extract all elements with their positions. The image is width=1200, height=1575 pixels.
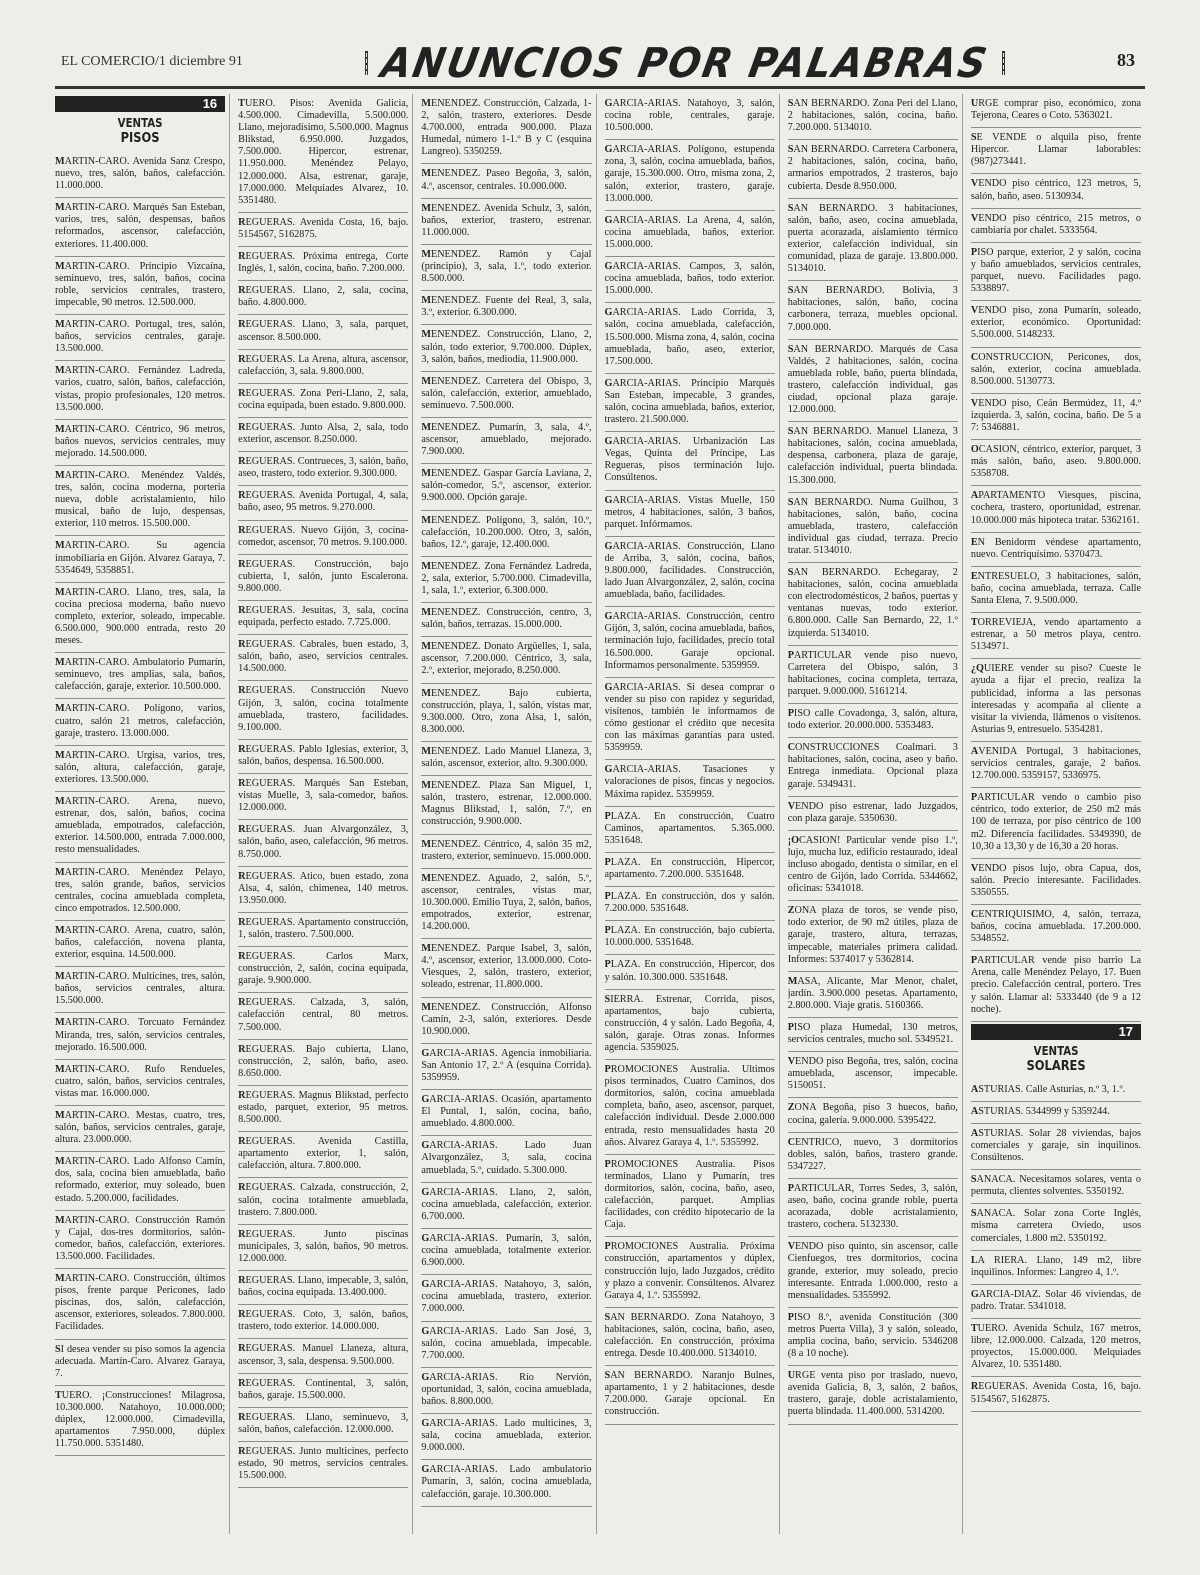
classified-ad: PISO calle Covadonga, 3, salón, altura, todo exterior. 20.000.000. 5353483.	[788, 704, 958, 738]
classified-ad: MARTIN-CARO. Llano, tres, sala, la cocina preciosa moderna, baño nuevo completo, exterior, soleado, impecable. 6.500.000, 900.000 entrada, resto 20 meses.	[55, 583, 225, 653]
classified-ad: REGUERAS. Nuevo Gijón, 3, cocina-comedor, ascensor, 70 metros. 9.100.000.	[238, 521, 408, 555]
ad-list	[788, 94, 958, 1425]
classified-ad: SAN BERNARDO. Marqués de Casa Valdés, 2 habitaciones, salón, cocina amueblada roble, baño, puerta blindada, trastero, calefacción individual, gas ciudad, opcional plaza garaje. 12.000.000.	[788, 340, 958, 423]
column-5	[788, 94, 963, 1534]
classified-ad: MARTIN-CARO. Su agencia inmobiliaria en Gijón. Alvarez Garaya, 7. 5354649, 5358851.	[55, 536, 225, 582]
classified-ad: MARTIN-CARO. Principio Vizcaína, seminuevo, tres, salón, baños, cocina roble, servicios centrales, trastero, impecable, 90 metros. 12.500.000.	[55, 257, 225, 315]
classified-ad: REGUERAS. Apartamento construcción, 1, salón, trastero. 7.500.000.	[238, 913, 408, 947]
classified-ad: PARTICULAR vende piso barrio La Arena, calle Menéndez Pelayo, 17. Buen precio. Calefacción central, portero. Tres y salón. Llamar al: 5333440 (de 9 a 12 noche).	[971, 951, 1141, 1021]
classified-ad: MARTIN-CARO. Avenida Sanz Crespo, nuevo, tres, salón, baños, calefacción. 11.000.000.	[55, 152, 225, 198]
classified-ad: MASA, Alicante, Mar Menor, chalet, jardín. 3.900.000 pesetas. Apartamento, 2.800.000. Viaje gratis. 5160366.	[788, 972, 958, 1018]
classified-ad: MARTIN-CARO. Rufo Rendueles, cuatro, salón, baños, servicios centrales, vistas mar. 16.000.000.	[55, 1060, 225, 1106]
classified-ad: VENDO piso estrenar, lado Juzgados, con plaza garaje. 5350630.	[788, 797, 958, 831]
classified-ad: GARCIA-ARIAS. Agencia inmobiliaria. San Antonio 17, 2.º A (esquina Corrida). 5359959.	[421, 1044, 591, 1090]
classified-ad: MARTIN-CARO. Menéndez Pelayo, tres, salón grande, baños, servicios centrales, cocina amueblada completa, cinco empotrados. 12.500.000.	[55, 863, 225, 921]
classified-ad: GARCIA-ARIAS. Lado Corrida, 3, salón, cocina amueblada, calefacción, 15.500.000. Misma zona, 4, salón, cocina amueblada, baño, aseo, exterior, 17.500.000.	[605, 303, 775, 373]
classified-ad: REGUERAS. Llano, seminuevo, 3, salón, baños, calefacción. 12.000.000.	[238, 1408, 408, 1442]
classified-ad: LA RIERA. Llano, 149 m2, libre inquilinos. Informes: Langreo 4, 1.º.	[971, 1251, 1141, 1285]
classified-ad: SIERRA. Estrenar, Corrida, pisos, apartamentos, bajo cubierta, construcción, 4 y salón. Lado Begoña, 4, salón, garaje. Otras zonas. Informes agencia. 5359025.	[605, 990, 775, 1060]
classified-ad: PISO 8.º, avenida Constitución (300 metros Puerta Villa), 3 y salón, soleado, amplia cocina, baño, servicio. 5346208 (8 a 10 noche).	[788, 1308, 958, 1366]
classified-ad: MENENDEZ. Aguado, 2, salón, 5.º, ascensor, centrales, vistas mar, 10.300.000. Emilio Tuya, 2, salón, baños, empotrados, exterior, estrenar, 14.200.000.	[421, 869, 591, 939]
classified-ad: VENDO piso, Ceán Bermúdez, 11, 4.º izquierda. 3, salón, cocina, baño. De 5 a 7: 5346881.	[971, 394, 1141, 440]
classified-ad: SE VENDE o alquila piso, frente Hipercor. Llamar laborables: (987)273441.	[971, 128, 1141, 174]
classified-ad: PISO parque, exterior, 2 y salón, cocina y baño amueblados, servicios centrales, parquet, nuevo. Facilidades pago. 5338897.	[971, 243, 1141, 301]
classified-ad: MARTIN-CARO. Portugal, tres, salón, baños, servicios centrales, garaje. 13.500.000.	[55, 315, 225, 361]
classified-ad: ASTURIAS. 5344999 y 5359244.	[971, 1102, 1141, 1124]
classified-ad: VENDO piso céntrico, 123 metros, 5, salón, baño, aseo. 5130934.	[971, 174, 1141, 208]
classified-ad: MENENDEZ. Construcción, Calzada, 1-2, salón, trastero, exteriores. Desde 4.700.000, entrada 900.000. Plaza Humedal, número 1-1.º B y C (esquina Langreo). 5350259.	[421, 94, 591, 164]
classified-ad: MARTIN-CARO. Arena, cuatro, salón, baños, calefacción, novena planta, exterior, esquina. 14.500.000.	[55, 921, 225, 967]
classified-ad: MENENDEZ. Polígono, 3, salón, 10.º, calefacción, 10.200.000. Otro, 3, salón, baños, 12.º, garaje, 12.400.000.	[421, 511, 591, 557]
classified-ad: REGUERAS. Junto piscinas municipales, 3, salón, baños, 90 metros. 12.000.000.	[238, 1225, 408, 1271]
classified-ad: MENENDEZ. Donato Argüelles, 1, sala, ascensor, 7.200.000. Céntrico, 3, sala, 2.º, exterior, mejorado, 8.250.000.	[421, 637, 591, 683]
classified-ad: MENENDEZ. Fuente del Real, 3, sala, 3.º, exterior. 6.300.000.	[421, 291, 591, 325]
ad-list	[605, 94, 775, 1425]
classified-ad: REGUERAS. Avenida Costa, 16, bajo. 5154567, 5162875.	[238, 213, 408, 247]
classified-ad: MENENDEZ. Construcción, Alfonso Camín, 2-3, salón, exteriores. Desde 10.900.000.	[421, 998, 591, 1044]
classified-ad: VENDO pisos lujo, obra Capua, dos, salón. Precio interesante. Facilidades. 5350555.	[971, 859, 1141, 905]
classified-ad: GARCIA-ARIAS. Natahoyo, 3, salón, cocina amueblada, trastero, exterior. 7.000.000.	[421, 1275, 591, 1321]
classified-ad: PROMOCIONES Australia. Ultimos pisos terminados, Cuatro Caminos, dos dormitorios, salón, cocina amueblada completa, baño, aseo, ascensor, parquet, calefacción individual. Desde 2.000.000 entrada, resto mensualidades hasta 20 años. Alvarez Garaya 4, 1.º. 5355992.	[605, 1060, 775, 1155]
classified-ad: SAN BERNARDO. Manuel Llaneza, 3 habitaciones, salón, cocina amueblada, despensa, carbonera, plaza de garaje, calefacción individual, puerta blindada. 15.300.000.	[788, 422, 958, 492]
classified-ad: REGUERAS. Junto multicines, perfecto estado, 90 metros, servicios centrales. 15.500.000.	[238, 1442, 408, 1488]
classified-ad: PARTICULAR, Torres Sedes, 3, salón, aseo, baño, cocina grande roble, puerta acorazada, doble acristalamiento, trastero, cochera. 5132330.	[788, 1179, 958, 1237]
classified-ad: VENDO piso quinto, sin ascensor, calle Cienfuegos, tres dormitorios, cocina grande, exterior, muy soleado, precio interesante. Entrada 1.000.000, resto a mensualidades. 5355992.	[788, 1237, 958, 1307]
classified-ad: GARCIA-ARIAS. Lado Juan Alvargonzález, 3, sala, cocina amueblada, 5.º, cuidado. 5.300.000.	[421, 1136, 591, 1182]
classified-ad: AVENIDA Portugal, 3 habitaciones, servicios centrales, garaje, 2 baños. 12.700.000. 5359157, 5336975.	[971, 742, 1141, 788]
section-subtitle: SOLARES	[1026, 1057, 1086, 1074]
classified-ad: MARTIN-CARO. Construcción, últimos pisos, frente parque Pericones, lado piscinas, dos, salón, calefacción, ascensor, exteriores, soleados. 7.800.000. Facilidades.	[55, 1269, 225, 1339]
classified-ad: PLAZA. En construcción, Hipercor, dos y salón. 10.300.000. 5351648.	[605, 955, 775, 989]
page-number: 83	[1117, 50, 1135, 70]
classified-ad: URGE venta piso por traslado, nuevo, avenida Galicia, 8, 3, salón, 2 baños, trastero, garaje, doble acristalamiento, puerta blindada. 11.400.000. 5314200.	[788, 1366, 958, 1424]
classified-ad: PISO plaza Humedal, 130 metros, servicios centrales, mucho sol. 5349521.	[788, 1018, 958, 1052]
classified-ad: REGUERAS. Bajo cubierta, Llano, construcción, 2, salón, baño, aseo. 8.650.000.	[238, 1040, 408, 1086]
classified-ad: ASTURIAS. Calle Asturias, n.º 3, 1.º.	[971, 1080, 1141, 1102]
classified-ad: GARCIA-ARIAS. Natahoyo, 3, salón, cocina roble, centrales, garaje. 10.500.000.	[605, 94, 775, 140]
classified-ad: REGUERAS. Llano, impecable, 3, salón, baños, cocina equipada. 13.400.000.	[238, 1271, 408, 1305]
classified-ad: ENTRESUELO, 3 habitaciones, salón, baño, cocina amueblada, terraza. Calle Santa Elena, 7. 9.500.000.	[971, 567, 1141, 613]
classified-ad: MARTIN-CARO. Fernández Ladreda, varios, cuatro, salón, baños, calefacción, vistas, propio profesionales, 120 metros. 13.500.000.	[55, 361, 225, 419]
classified-ad: REGUERAS. Próxima entrega, Corte Inglés, 1, salón, cocina, baño. 7.200.000.	[238, 247, 408, 281]
classified-ad: MENENDEZ. Paseo Begoña, 3, salón, 4.º, ascensor, centrales. 10.000.000.	[421, 164, 591, 198]
classified-ad: GARCIA-ARIAS. Tasaciones y valoraciones de pisos, fincas y negocios. Máxima rapidez. 5359959.	[605, 760, 775, 806]
classified-ad: MARTIN-CARO. Céntrico, 96 metros, baños nuevos, servicios centrales, muy mejorado. 14.500.000.	[55, 420, 225, 466]
classified-ad: ¡OCASION! Particular vende piso 1.º, lujo, mucha luz, edificio restaurado, ideal incluso abogado, dentista o similar, en el centro de Gijón, lado Corrida. 5344662, oficinas: 5341018.	[788, 831, 958, 901]
classified-ad: REGUERAS. Marqués San Esteban, vistas Muelle, 3, sala-comedor, baños. 12.000.000.	[238, 774, 408, 820]
classified-ad: ZONA Begoña, piso 3 huecos, baño, cocina, galería. 9.000.000. 5395422.	[788, 1098, 958, 1132]
section-title: VENTAS	[1033, 1043, 1079, 1058]
classified-ad: REGUERAS. Coto, 3, salón, baños, trastero, todo exterior. 14.000.000.	[238, 1305, 408, 1339]
classified-ad: OCASION, céntrico, exterior, parquet, 3 más salón, baño, aseo. 9.800.000. 5358708.	[971, 440, 1141, 486]
classified-ad: SANACA. Solar zona Corte Inglés, misma carretera Oviedo, usos comerciales, 1.800 m2. 5350192.	[971, 1204, 1141, 1250]
ad-list	[238, 94, 408, 1488]
classified-ad: SAN BERNARDO. Carretera Carbonera, 2 habitaciones, salón, cocina, baño, armarios empotrados, 2 trasteros, bajo cubierta. Desde 8.950.000.	[788, 140, 958, 198]
classified-ad: REGUERAS. Junto Alsa, 2, sala, todo exterior, ascensor. 8.250.000.	[238, 418, 408, 452]
classified-ad: REGUERAS. Construcción Nuevo Gijón, 3, salón, cocina totalmente amueblada, trastero, facilidades. 9.100.000.	[238, 681, 408, 739]
section-number-bar: 17	[971, 1024, 1141, 1040]
classified-ad: TORREVIEJA, vendo apartamento a estrenar, a 50 metros playa, centro. 5134971.	[971, 613, 1141, 659]
classified-ad: MARTIN-CARO. Construcción Ramón y Cajal, dos-tres dormitorios, salón-comedor, baños, calefacción, exteriores. 13.500.000. Facilidades.	[55, 1211, 225, 1269]
classified-ad: REGUERAS. Cabrales, buen estado, 3, salón, baño, aseo, servicios centrales. 14.500.000.	[238, 635, 408, 681]
classified-ad: GARCIA-ARIAS. Lado multicines, 3, sala, cocina amueblada, exterior. 9.000.000.	[421, 1414, 591, 1460]
page-header	[55, 40, 1145, 89]
classified-ad: GARCIA-DIAZ. Solar 46 viviendas, de padro. Tratar. 5341018.	[971, 1285, 1141, 1319]
classified-ad: MENENDEZ. Carretera del Obispo, 3, salón, calefacción, exterior, amueblado, seminuevo. 7.500.000.	[421, 372, 591, 418]
classified-ad: MARTIN-CARO. Mestas, cuatro, tres, salón, baños, servicios centrales, garaje, altura. 23.000.000.	[55, 1106, 225, 1152]
column-6	[971, 94, 1145, 1534]
classified-ad: REGUERAS. Avenida Portugal, 4, sala, baño, aseo, 95 metros. 9.270.000.	[238, 486, 408, 520]
classified-ad: GARCIA-ARIAS. Polígono, estupenda zona, 3, salón, cocina amueblada, baños, garaje, 15.300.000. Otro, misma zona, 2, salón, exterior, trastero, garaje. 13.000.000.	[605, 140, 775, 210]
classified-ad: MENENDEZ. Construcción, centro, 3, salón, baños, terrazas. 15.000.000.	[421, 603, 591, 637]
classified-ad: PLAZA. En construcción, dos y salón. 7.200.000. 5351648.	[605, 887, 775, 921]
classified-ad: TUERO. ¡Construcciones! Milagrosa, 10.300.000. Natahoyo, 10.000.000; dúplex, 12.000.000. Cimadevilla, apartamentos 7.950.000, dúplex 11.750.000. 5351480.	[55, 1386, 225, 1456]
classified-ad: MARTIN-CARO. Urgisa, varios, tres, salón, altura, calefacción, garaje, exteriores. 13.500.000.	[55, 746, 225, 792]
classified-ad: REGUERAS. Juan Alvargonzález, 3, salón, baño, aseo, calefacción, 96 metros. 8.750.000.	[238, 820, 408, 866]
classified-ad: REGUERAS. Atico, buen estado, zona Alsa, 4, salón, chimenea, 140 metros. 13.950.000.	[238, 867, 408, 913]
classified-ad: MENENDEZ. Bajo cubierta, construcción, playa, 1, salón, vistas mar, 9.300.000. Otro, zona Alsa, 1, salón, 8.300.000.	[421, 684, 591, 742]
classified-ad: MARTIN-CARO. Torcuato Fernández Miranda, tres, salón, servicios centrales, mejorado. 16.500.000.	[55, 1013, 225, 1059]
classified-ad: APARTAMENTO Viesques, piscina, cochera, trastero, oportunidad, estrenar. 10.000.000 más hipoteca tratar. 5362161.	[971, 486, 1141, 532]
classified-ad: VENDO piso céntrico, 215 metros, o cambiaría por chalet. 5333564.	[971, 209, 1141, 243]
classified-ad: MARTIN-CARO. Ambulatorio Pumarín, seminuevo, tres amplias, sala, baños, calefacción, garaje, exterior. 10.500.000.	[55, 653, 225, 699]
classified-ad: MARTIN-CARO. Polígono, varios, cuatro, salón 21 metros, calefacción, garaje, trastero. 13.000.000.	[55, 699, 225, 745]
classified-ad: MARTIN-CARO. Lado Alfonso Camín, dos, sala, cocina bien amueblada, baño reformado, exterior, muy soleado, buen estado. 5.200.000, facilidades.	[55, 1152, 225, 1210]
classified-ad: SAN BERNARDO. Zona Peri del Llano, 2 habitaciones, salón, cocina, baño. 7.200.000. 5134010.	[788, 94, 958, 140]
classified-ad: MENENDEZ. Zona Fernández Ladreda, 2, sala, exterior, 5.700.000. Cimadevilla, 1, sala, 1.º, exterior, 6.300.000.	[421, 557, 591, 603]
column-3	[421, 94, 596, 1534]
classified-ad: SANACA. Necesitamos solares, venta o permuta, clientes solventes. 5350192.	[971, 1170, 1141, 1204]
classified-ad: GARCIA-ARIAS. Lado ambulatorio Pumarín, 3, salón, cocina amueblada, calefacción, garaje. 10.300.000.	[421, 1460, 591, 1506]
classified-ad: SAN BERNARDO. Bolivia, 3 habitaciones, salón, baño, cocina carbonera, terraza, muebles opcional. 7.000.000.	[788, 281, 958, 339]
column-4	[605, 94, 780, 1534]
classified-ad: REGUERAS. Zona Peri-Llano, 2, sala, cocina equipada, buen estado. 9.800.000.	[238, 384, 408, 418]
classified-ad: SAN BERNARDO. 3 habitaciones, salón, baño, aseo, cocina amueblada, puerta acorazada, aislamiento térmico exterior, calefacción individual, sin comunidad, plaza de garaje. 13.800.000. 5134010.	[788, 199, 958, 282]
classified-ad: GARCIA-ARIAS. Pumarín, 3, salón, cocina amueblada, totalmente exterior. 6.900.000.	[421, 1229, 591, 1275]
classified-ad: GARCIA-ARIAS. Vistas Muelle, 150 metros, 4 habitaciones, salón, 3 baños, parquet. Infórmamos.	[605, 491, 775, 537]
section-subtitle: PISOS	[120, 130, 160, 146]
classified-ad: REGUERAS. Pablo Iglesias, exterior, 3, salón, baños, despensa. 16.500.000.	[238, 740, 408, 774]
classified-ad: SI desea vender su piso somos la agencia adecuada. Martín-Caro. Alvarez Garaya, 7.	[55, 1340, 225, 1386]
classified-ad: REGUERAS. Calzada, 3, salón, calefacción central, 80 metros. 7.500.000.	[238, 993, 408, 1039]
classified-ad: GARCIA-ARIAS. Construcción, centro Gijón, 3, salón, cocina amueblada, baños, terminación lujo, facilidades, precio total 16.500.000. Garaje opcional. Informamos personalmente. 5359959.	[605, 607, 775, 677]
classified-ad: CENTRICO, nuevo, 3 dormitorios dobles, salón, baños, trastero grande. 5347227.	[788, 1133, 958, 1179]
classified-ad: SAN BERNARDO. Echegaray, 2 habitaciones, salón, cocina amueblada con electrodomésticos, 2 baños, puertas y ventanas nuevas, todo exterior. 6.800.000. Calle San Bernardo, 22, 1.º izquierda. 5134010.	[788, 563, 958, 646]
classified-ad: REGUERAS. Carlos Marx, construcción, 2, salón, cocina equipada, garaje. 9.900.000.	[238, 947, 408, 993]
classified-ad: GARCIA-ARIAS. Campos, 3, salón, cocina amueblada, baños, todo exterior. 15.000.000.	[605, 257, 775, 303]
classified-ad: PROMOCIONES Australia. Pisos terminados, Llano y Pumarín, tres dormitorios, salón, cocina, baño, aseo, calefacción, parquet. Amplias facilidades, con crédito hipotecario de la Caja.	[605, 1155, 775, 1238]
ad-list	[421, 94, 591, 1507]
classified-ad: PROMOCIONES Australia. Próxima construcción, apartamentos y dúplex, construcción lujo, lado Juzgados, crédito y plazo a convenir. Consúltenos. Alvarez Garaya 4, 1.º. 5355992.	[605, 1237, 775, 1307]
classified-ad: REGUERAS. Continental, 3, salón, baños, garaje. 15.500.000.	[238, 1374, 408, 1408]
classified-ad: GARCIA-ARIAS. Lado San José, 3, salón, cocina amueblada, impecable. 7.700.000.	[421, 1322, 591, 1368]
masthead	[365, 39, 1005, 87]
classified-ad: REGUERAS. Magnus Blikstad, perfecto estado, parquet, exterior, 95 metros. 8.500.000.	[238, 1086, 408, 1132]
classified-ad: MENENDEZ. Construcción, Llano, 2, salón, todo exterior, 9.700.000. Dúplex, 3, salón, baños, mediodía, 11.900.000.	[421, 325, 591, 371]
classified-ad: GARCIA-ARIAS. Urbanización Las Vegas, Quinta del Príncipe, Las Regueras, pisos terminación lujo. Consúltenos.	[605, 432, 775, 490]
ad-list	[971, 1080, 1141, 1412]
classified-ad: VENDO piso, zona Pumarín, soleado, exterior, económico. Oportunidad: 5.500.000. 5148233.	[971, 301, 1141, 347]
classified-ad: MENENDEZ. Gaspar García Laviana, 2, salón-comedor, 5.º, ascensor, exterior. 9.900.000. Opción garaje.	[421, 464, 591, 510]
section-masthead-title: ANUNCIOS POR PALABRAS	[377, 39, 993, 87]
classified-ad: REGUERAS. Contrueces, 3, salón, baño, aseo, trastero, todo exterior. 9.300.000.	[238, 452, 408, 486]
classified-ad: PLAZA. En construcción, bajo cubierta. 10.000.000. 5351648.	[605, 921, 775, 955]
classified-ad: GARCIA-ARIAS. Construcción, Llano de Arriba, 3, salón, cocina, baños, 9.800.000, facilidades. Construcción, lado Juan Alvargonzález, 2, salón, cocina amueblada, baño, facilidades.	[605, 537, 775, 607]
classified-ad: REGUERAS. Avenida Castilla, apartamento exterior, 1, salón, calefacción, altura. 7.800.000.	[238, 1132, 408, 1178]
classified-ad: GARCIA-ARIAS. Río Nervión, oportunidad, 3, salón, cocina amueblada, baños. 8.800.000.	[421, 1368, 591, 1414]
classified-ad: REGUERAS. Construcción, bajo cubierta, 1, salón, junto Escalerona. 9.800.000.	[238, 555, 408, 601]
classified-ad: EN Benidorm véndese apartamento, nuevo. Centriquísimo. 5370473.	[971, 533, 1141, 567]
classified-ad: REGUERAS. Calzada, construcción, 2, salón, cocina totalmente amueblada, trastero. 7.800.000.	[238, 1178, 408, 1224]
classified-ad: CENTRIQUISIMO, 4, salón, terraza, baños, cocina amueblada. 17.200.000. 5348552.	[971, 905, 1141, 951]
section-title: VENTAS	[117, 116, 163, 130]
classified-ad: ¿QUIERE vender su piso? Cueste le ayuda a fijar el precio, realiza la publicidad, informa a las personas interesadas y acompaña al cliente a visitar la vivienda, llámenos o visítenos. Asturias 9, entresuelo. 5354281.	[971, 659, 1141, 742]
classified-ad: REGUERAS. La Arena, altura, ascensor, calefacción, 3, sala. 9.800.000.	[238, 350, 408, 384]
classified-ad: PLAZA. En construcción, Hipercor, apartamento. 7.200.000. 5351648.	[605, 853, 775, 887]
classified-ad: REGUERAS. Jesuitas, 3, sala, cocina equipada, perfecto estado. 7.725.000.	[238, 601, 408, 635]
classified-ad: PLAZA. En construcción, Cuatro Caminos, apartamentos. 5.365.000. 5351648.	[605, 807, 775, 853]
classified-ad: GARCIA-ARIAS. La Arena, 4, salón, cocina amueblada, baños, exterior. 15.000.000.	[605, 211, 775, 257]
classified-ad: MENENDEZ. Avenida Schulz, 3, salón, baños, exterior, trastero, estrenar. 11.000.000.	[421, 199, 591, 245]
classified-ad: REGUERAS. Manuel Llaneza, altura, ascensor, 3, sala, despensa. 9.500.000.	[238, 1339, 408, 1373]
section-number-bar: 16	[55, 96, 225, 112]
classified-ad: ZONA plaza de toros, se vende piso, todo exterior, de 90 m2 útiles, plaza de garaje, trastero, altura, terrazas, impecable, materiales primera calidad. Informes: 5374017 y 5362814.	[788, 901, 958, 971]
classified-ad: MARTIN-CARO. Marqués San Esteban, varios, tres, salón, despensas, baños reformados, ascensor, calefacción, exteriores. 11.400.000.	[55, 198, 225, 256]
ad-list	[971, 94, 1141, 1022]
classified-ad: CONSTRUCCION, Pericones, dos, salón, exterior, cocina amueblada. 8.500.000. 5130773.	[971, 348, 1141, 394]
classified-ad: GARCIA-ARIAS. Si desea comprar o vender su piso con rapidez y seguridad, visítenos, también le informamos de cómo gestionar el crédito que necesita con las máximas garantías para usted. 5359959.	[605, 678, 775, 761]
classified-ad: PARTICULAR vendo o cambio piso céntrico, todo exterior, de 250 m2 más 100 de terraza, por piso céntrico de 100 m2. Diferencia facilidades. 5349390, de 10,30 a 13,30 y de 16,30 a 20 horas.	[971, 788, 1141, 858]
classified-ad: ASTURIAS. Solar 28 viviendas, bajos comerciales y garaje, sin inquilinos. Consúltenos.	[971, 1124, 1141, 1170]
classified-ad: VENDO piso Begoña, tres, salón, cocina amueblada, ascensor, impecable. 5150051.	[788, 1052, 958, 1098]
classified-ad: MARTIN-CARO. Menéndez Valdés, tres, salón, cocina moderna, portería nueva, doble acristalamiento, hilo musical, baño de lujo, despensas, exterior, 110 metros. 15.500.000.	[55, 466, 225, 536]
column-2	[238, 94, 413, 1534]
classified-ad: CONSTRUCCIONES Coalmari. 3 habitaciones, salón, cocina, aseo y baño. Entrega inmediata. Opcional plaza garaje. 5349431.	[788, 738, 958, 796]
classified-ad: MENENDEZ. Plaza San Miguel, 1, salón, trastero, estrenar, 12.000.000. Magnus Blikstad, 1, salón, 7.º, en construcción, 9.900.000.	[421, 776, 591, 834]
classified-ad: SAN BERNARDO. Numa Guilhou, 3 habitaciones, salón, baño, cocina amueblada, trastero, calefacción individual gas ciudad, terraza. Precio tratar. 5134010.	[788, 493, 958, 563]
classified-ad: TUERO. Avenida Schulz, 167 metros, libre, 12.000.000. Calzada, 120 metros, proyectos, 15.000.000. Melquiades Alvarez, 10. 5351480.	[971, 1319, 1141, 1377]
classified-ad: URGE comprar piso, económico, zona Tejerona, Ceares o Coto. 5363021.	[971, 94, 1141, 128]
publication-dateline: EL COMERCIO/1 diciembre 91	[61, 54, 243, 69]
column-1	[55, 94, 230, 1534]
classified-ad: GARCIA-ARIAS. Ocasión, apartamento El Puntal, 1, salón, cocina, baño, amueblado. 4.800.000.	[421, 1090, 591, 1136]
classified-ad: MARTIN-CARO. Multicines, tres, salón, baños, servicios centrales, altura. 15.500.000.	[55, 967, 225, 1013]
ad-list	[55, 152, 225, 1456]
classified-ad: TUERO. Pisos: Avenida Galicia, 4.500.000. Cimadevilla, 5.500.000. Llano, mejoradísimo, 5.500.000. Magnus Blikstad, 6.950.000. Juzgados, 7.500.000. Hipercor, estrenar, 11.950.000. Menéndez Pelayo, 12.000.000. Alsa, estrenar, garaje, 17.000.000. Melquiades Alvarez, 10. 5351480.	[238, 94, 408, 213]
classified-columns	[55, 94, 1145, 1534]
classified-ad: GARCIA-ARIAS. Llano, 2, salón, cocina amueblada, calefacción, exterior. 6.700.000.	[421, 1183, 591, 1229]
classified-ad: SAN BERNARDO. Zona Natahoyo, 3 habitaciones, salón, cocina, baño, aseo, calefacción. En construcción, próxima entrega. Desde 10.400.000. 5134010.	[605, 1308, 775, 1366]
classified-ad: MENENDEZ. Parque Isabel, 3, salón, 4.º, ascensor, exterior, 13.000.000. Coto-Viesques, 2, salón, trastero, exterior, soleado, estrenar, 11.800.000.	[421, 939, 591, 997]
classified-ad: MENENDEZ. Lado Manuel Llaneza, 3, salón, ascensor, exterior, alto. 9.300.000.	[421, 742, 591, 776]
classified-ad: MENENDEZ. Pumarín, 3, sala, 4.º, ascensor, amueblado, mejorado. 7.900.000.	[421, 418, 591, 464]
classified-ad: REGUERAS. Llano, 2, sala, cocina, baño. 4.800.000.	[238, 281, 408, 315]
classified-ad: SAN BERNARDO. Naranjo Bulnes, apartamento, 1 y 2 habitaciones, desde 7.200.000. Garaje opcional. En construcción.	[605, 1366, 775, 1424]
classified-ad: REGUERAS. Avenida Costa, 16, bajo. 5154567, 5162875.	[971, 1377, 1141, 1411]
classified-ad: PARTICULAR vende piso nuevo, Carretera del Obispo, salón, 3 habitaciones, cocina completa, terraza, parquet. 9.000.000. 5161214.	[788, 646, 958, 704]
classified-ad: MENENDEZ. Céntrico, 4, salón 35 m2, trastero, exterior, seminuevo. 15.000.000.	[421, 835, 591, 869]
classified-ad: REGUERAS. Llano, 3, sala, parquet, ascensor. 8.500.000.	[238, 315, 408, 349]
classified-ad: MENENDEZ. Ramón y Cajal (principio), 3, sala, 1.º, todo exterior. 8.500.000.	[421, 245, 591, 291]
classified-ad: MARTIN-CARO. Arena, nuevo, estrenar, dos, salón, baños, cocina amueblada, empotrados, calefacción, exterior. 14.500.000, entrada 7.000.000, resto mensualidades.	[55, 792, 225, 862]
classified-ad: GARCIA-ARIAS. Principio Marqués San Esteban, impecable, 3 grandes, salón, cocina amueblada, baños, exterior, trastero. 21.500.000.	[605, 374, 775, 432]
